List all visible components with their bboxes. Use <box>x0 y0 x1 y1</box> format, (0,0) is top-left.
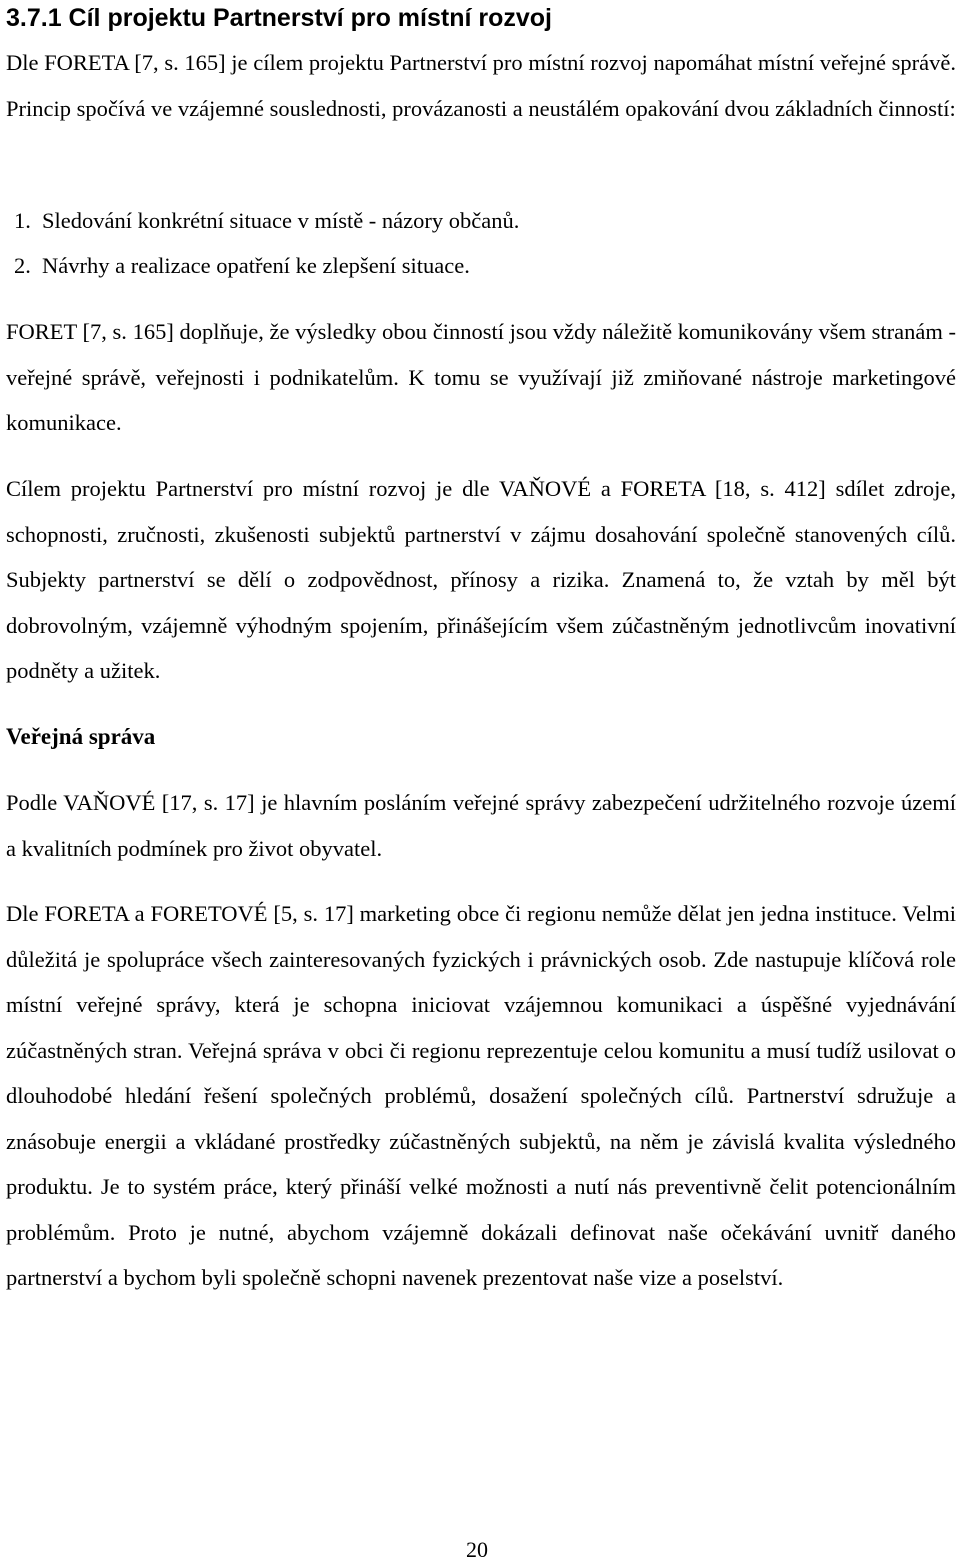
list-item-text: Návrhy a realizace opatření ke zlepšení situace. <box>42 253 470 278</box>
paragraph-foret: FORET [7, s. 165] doplňuje, že výsledky obou činností jsou vždy náležitě komunikovány všem stranám - veřejné správě, veřejnosti i podnikatelům. K tomu se využívají již zmiňované nástroje marketingové komunikace. <box>6 319 956 435</box>
paragraph-dle: Dle FORETA a FORETOVÉ [5, s. 17] marketing obce či regionu nemůže dělat jen jedna instituce. Velmi důležitá je spolupráce všech zainteresovaných fyzických i právnických osob. Zde nastupuje klíčová role místní veřejné správy, která je schopna iniciovat vzájemnou komunikaci a úspěšné vyjednávání zúčastněných stran. Veřejná správa v obci či regionu reprezentuje celou komunitu a musí tudíž usilovat o dlouhodobé hledání řešení společných problémů, dosažení společných cílů. Partnerství sdružuje a znásobuje energii a vkládané prostředky zúčastněných subjektů, na něm je závislá kvalita výsledného produktu. Je to systém práce, který přináší velké možnosti a nutí nás preventivně čelit potencionálním problémům. Proto je nutné, abychom vzájemně dokázali definovat naše očekávání uvnitř daného partnerství a bychom byli společně schopni navenek prezentovat naše vize a poselství. <box>6 901 956 1290</box>
list-item <box>6 198 519 243</box>
section-heading: 3.7.1 Cíl projektu Partnerství pro místní rozvoj <box>6 4 552 32</box>
page-number: 20 <box>466 1537 488 1562</box>
list-item-number: 2. <box>14 253 31 278</box>
activities-list <box>6 198 519 288</box>
subheading-verejna-sprava: Veřejná správa <box>6 724 156 749</box>
list-item <box>6 243 519 288</box>
list-item-number: 1. <box>14 208 31 233</box>
paragraph-intro: Dle FORETA [7, s. 165] je cílem projektu Partnerství pro místní rozvoj napomáhat místní veřejné správě. Princip spočívá ve vzájemné souslednosti, provázanosti a neustálém opakování dvou základních činností: <box>6 50 956 121</box>
paragraph-cilem: Cílem projektu Partnerství pro místní rozvoj je dle VAŇOVÉ a FORETA [18, s. 412] sdílet zdroje, schopnosti, zručnosti, zkušenosti subjektů partnerství v zájmu dosahování společně stanovených cílů. Subjekty partnerství se dělí o zodpovědnost, přínosy a rizika. Znamená to, že vztah by měl být dobrovolným, vzájemně výhodným spojením, přinášejícím všem zúčastněným jednotlivcům inovativní podněty a užitek. <box>6 476 956 683</box>
paragraph-podle: Podle VAŇOVÉ [17, s. 17] je hlavním posláním veřejné správy zabezpečení udržitelného rozvoje území a kvalitních podmínek pro život obyvatel. <box>6 790 956 861</box>
list-item-text: Sledování konkrétní situace v místě - názory občanů. <box>42 208 520 233</box>
